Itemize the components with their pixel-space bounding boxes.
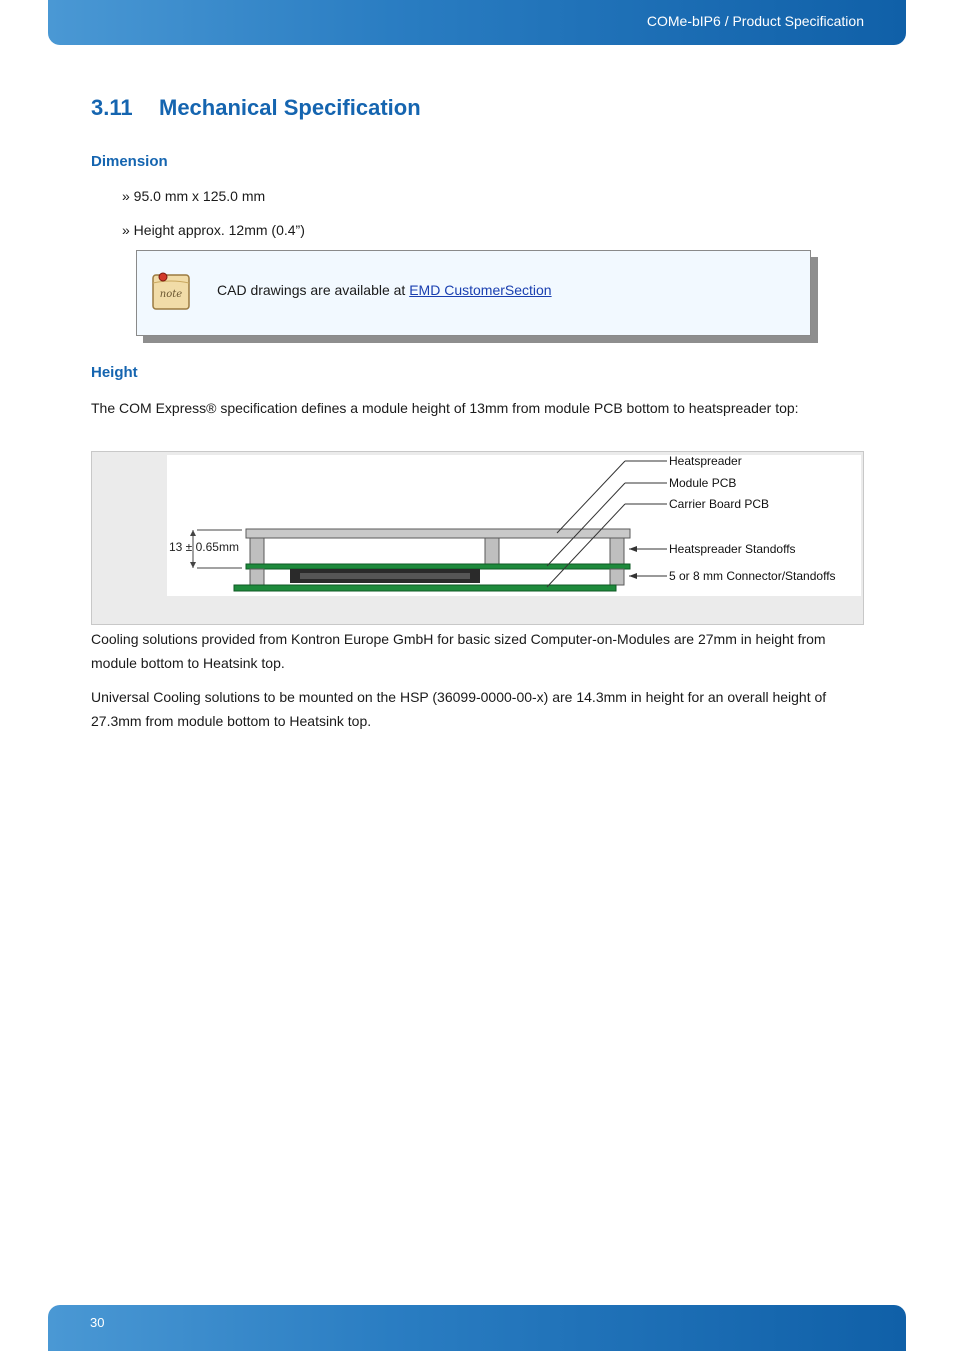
dimension-item-height: » Height approx. 12mm (0.4”)	[122, 222, 305, 238]
note-icon	[151, 269, 191, 317]
emd-customer-section-link[interactable]: EMD CustomerSection	[409, 282, 552, 298]
label-heatspreader: Heatspreader	[669, 455, 742, 468]
section-number: 3.11	[91, 95, 133, 120]
label-module-pcb: Module PCB	[669, 476, 737, 490]
cooling-paragraph-1: Cooling solutions provided from Kontron Europe GmbH for basic sized Computer-on-Modules are 27mm in height from module bottom to Heatsink top.	[91, 631, 826, 671]
height-diagram	[167, 455, 861, 596]
label-heatspreader-standoffs: Heatspreader Standoffs	[669, 542, 796, 556]
label-connector-standoffs: 5 or 8 mm Connector/Standoffs	[669, 569, 836, 583]
section-title	[91, 95, 421, 121]
dimension-heading: Dimension	[91, 153, 168, 170]
note-text	[217, 282, 552, 298]
page-number: 30	[90, 1315, 105, 1330]
footer-bar	[48, 1305, 906, 1351]
note-text-prefix: CAD drawings are available at	[217, 282, 410, 298]
height-diagram-svg	[167, 455, 861, 596]
document-title: COMe-bIP6 / Product Specification	[646, 13, 864, 29]
cooling-paragraph-2: Universal Cooling solutions to be mounted on the HSP (36099-0000-00-x) are 14.3mm in height for an overall height of 27.3mm from module bottom to Heatsink top.	[91, 689, 827, 729]
height-heading: Height	[91, 364, 138, 381]
height-intro: The COM Express® specification defines a module height of 13mm from module PCB bottom to heatspreader top:	[91, 400, 799, 416]
height-figure	[91, 451, 864, 625]
section-title-text: Mechanical Specification	[159, 95, 421, 120]
dimension-label: 13 ± 0.65mm	[169, 540, 239, 554]
dimension-item-size: » 95.0 mm x 125.0 mm	[122, 188, 266, 204]
header-bar	[48, 0, 906, 45]
label-carrier-board-pcb: Carrier Board PCB	[669, 497, 770, 511]
note-box	[136, 250, 811, 336]
svg-text:note: note	[159, 289, 183, 300]
